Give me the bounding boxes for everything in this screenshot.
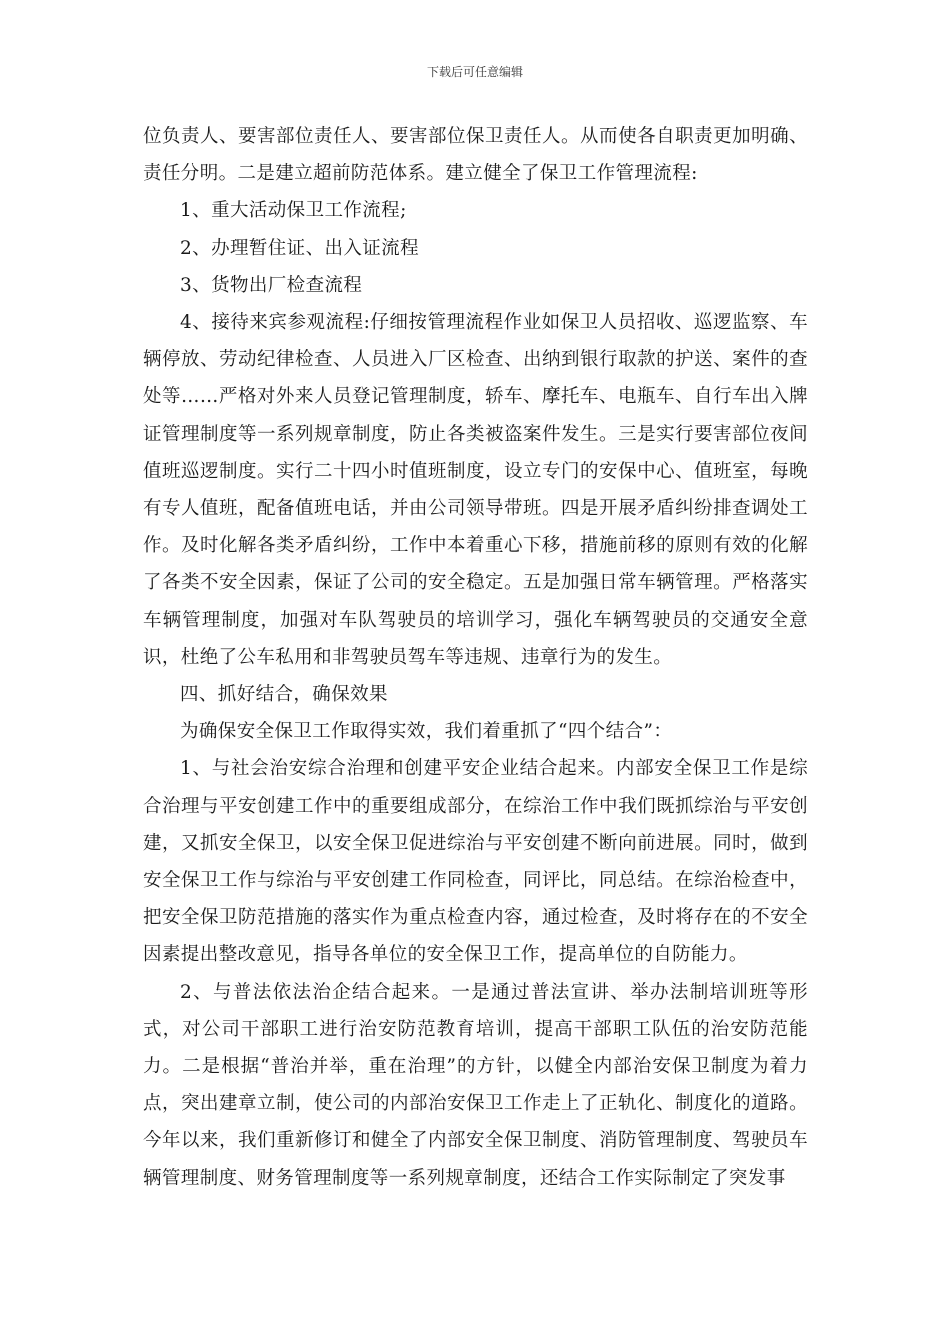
section-heading: 四、抓好结合，确保效果 (180, 684, 388, 706)
paragraph-3: 2、办理暂住证、出入证流程 (180, 237, 419, 259)
paragraph-4: 3、货物出厂检查流程 (180, 274, 363, 296)
paragraph-5: 4、接待来宾参观流程:仔细按管理流程作业如保卫人员招收、巡逻监察、车辆停放、劳动纪律检查、人员进入厂区检查、出纳到银行取款的护送、案件的查处等……严格对外来人员登记管理制度，轿车、摩托车、电瓶车、自行车出入牌证管理制度等一系列规章制度，防止各类被盗案件发生。三是实行要害部位夜间值班巡逻制度。实行二十四小时值班制度，设立专门的安保中心、值班室，每晚有专人值班，配备值班电话，并由公司领导带班。四是开展矛盾纠纷排查调处工作。及时化解各类矛盾纠纷，工作中本着重心下移，措施前移的原则有效的化解了各类不安全因素，保证了公司的安全稳定。五是加强日常车辆管理。严格落实车辆管理制度，加强对车队驾驶员的培训学习，强化车辆驾驶员的交通安全意识，杜绝了公车私用和非驾驶员驾车等违规、违章行为的发生。 (143, 312, 808, 668)
document-body (143, 118, 808, 1197)
paragraph-9: 2、与普法依法治企结合起来。一是通过普法宣讲、举办法制培训班等形式，对公司干部职工进行治安防范教育培训，提高干部职工队伍的治安防范能力。二是根据“普治并举，重在治理”的方针，以健全内部治安保卫制度为着力点，突出建章立制，使公司的内部治安保卫工作走上了正轨化、制度化的道路。今年以来，我们重新修订和健全了内部安全保卫制度、消防管理制度、驾驶员车辆管理制度、财务管理制度等一系列规章制度，还结合工作实际制定了突发事 (143, 981, 808, 1189)
paragraph-7: 为确保安全保卫工作取得实效，我们着重抓了“四个结合”： (180, 721, 673, 743)
page-header: 下载后可任意编辑 (426, 65, 523, 79)
paragraph-8: 1、与社会治安综合治理和创建平安企业结合起来。内部安全保卫工作是综合治理与平安创建工作中的重要组成部分，在综治工作中我们既抓综治与平安创建，又抓安全保卫，以安全保卫促进综治与平安创建不断向前进展。同时，做到安全保卫工作与综治与平安创建工作同检查，同评比，同总结。在综治检查中，把安全保卫防范措施的落实作为重点检查内容，通过检查，及时将存在的不安全因素提出整改意见，指导各单位的安全保卫工作，提高单位的自防能力。 (143, 758, 808, 966)
paragraph-1: 位负责人、要害部位责任人、要害部位保卫责任人。从而使各自职责更加明确、责任分明。二是建立超前防范体系。建立健全了保卫工作管理流程: (143, 126, 808, 185)
paragraph-2: 1、重大活动保卫工作流程; (180, 200, 407, 222)
